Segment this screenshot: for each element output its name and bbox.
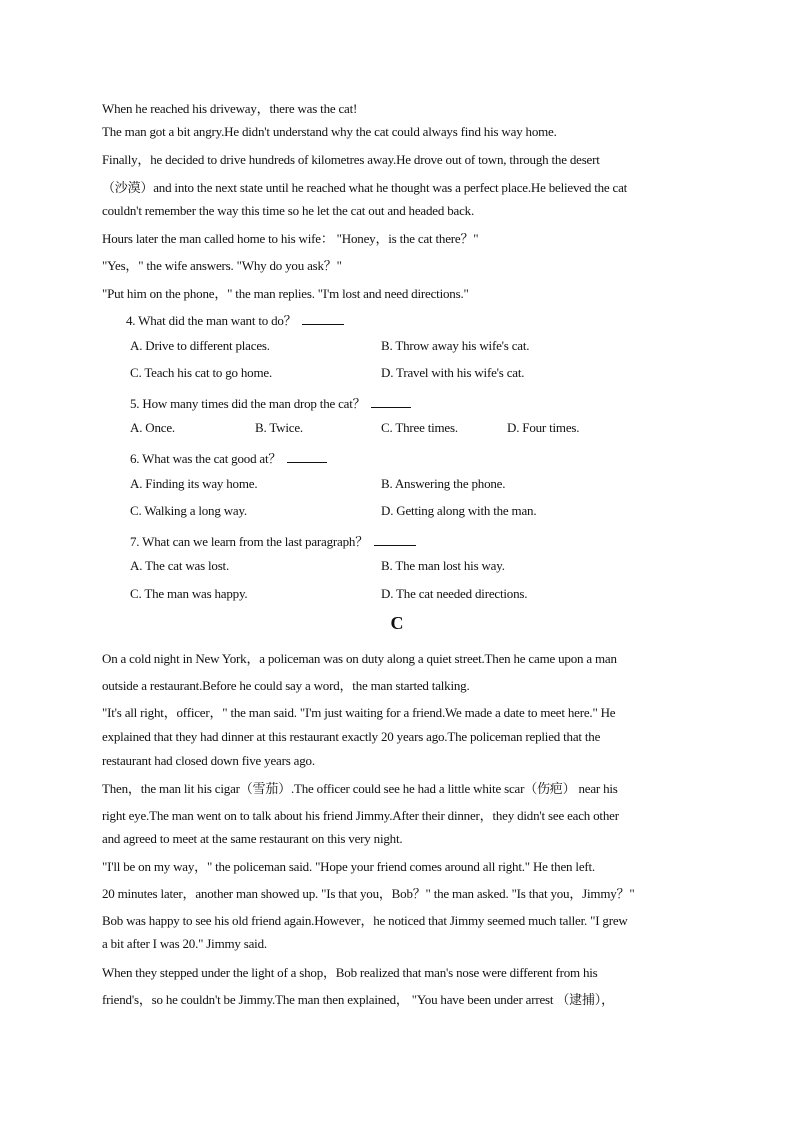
answer-option: A. Finding its way home. — [130, 476, 258, 491]
passage-line: a bit after I was 20." Jimmy said. — [102, 936, 267, 951]
passage-line: "I'll be on my way，" the policeman said. "Hope your friend comes around all right." He then left. — [102, 859, 595, 874]
question-text: 6. What was the cat good at？ — [130, 451, 282, 466]
answer-option: A. Once. — [130, 420, 175, 435]
passage-line: couldn't remember the way this time so he let the cat out and headed back. — [102, 203, 474, 218]
answer-blank[interactable] — [371, 395, 411, 408]
question-text: 5. How many times did the man drop the cat？ — [130, 396, 366, 411]
answer-option: C. Teach his cat to go home. — [130, 365, 272, 380]
answer-option: A. The cat was lost. — [130, 558, 230, 573]
answer-option: D. The cat needed directions. — [381, 586, 528, 601]
answer-option: D. Getting along with the man. — [381, 503, 537, 518]
passage-line: and agreed to meet at the same restaurant on this very night. — [102, 831, 403, 846]
answer-option: A. Drive to different places. — [130, 338, 270, 353]
passage-line: explained that they had dinner at this restaurant exactly 20 years ago.The policeman replied that the — [102, 729, 601, 744]
passage-line: （沙漠）and into the next state until he reached what he thought was a perfect place.He believed the cat — [102, 180, 628, 195]
answer-blank[interactable] — [374, 533, 416, 546]
question-stem — [130, 531, 416, 550]
question-stem — [130, 448, 327, 467]
passage-line: When he reached his driveway，there was the cat! — [102, 101, 358, 116]
answer-option: B. Throw away his wife's cat. — [381, 338, 530, 353]
answer-option: C. The man was happy. — [130, 586, 248, 601]
section-heading: C — [390, 613, 404, 633]
question-text: 4. What did the man want to do？ — [126, 313, 297, 328]
question-stem — [126, 310, 344, 329]
answer-option: D. Travel with his wife's cat. — [381, 365, 525, 380]
passage-line: right eye.The man went on to talk about his friend Jimmy.After their dinner，they didn't see each other — [102, 808, 619, 823]
passage-line: Bob was happy to see his old friend again.However，he noticed that Jimmy seemed much taller. "I grew — [102, 913, 628, 928]
passage-line: The man got a bit angry.He didn't understand why the cat could always find his way home. — [102, 124, 557, 139]
passage-line: Finally，he decided to drive hundreds of kilometres away.He drove out of town, through the desert — [102, 152, 600, 167]
answer-option: B. Twice. — [255, 420, 303, 435]
passage-line: outside a restaurant.Before he could say a word，the man started talking. — [102, 678, 470, 693]
passage-line: "Yes，" the wife answers. "Why do you ask？" — [102, 258, 342, 273]
passage-line: Hours later the man called home to his wife： "Honey，is the cat there？" — [102, 231, 479, 246]
answer-option: C. Three times. — [381, 420, 458, 435]
passage-line: Then，the man lit his cigar（雪茄）.The officer could see he had a little white scar（伤疤） near his — [102, 781, 618, 796]
question-text: 7. What can we learn from the last paragraph？ — [130, 534, 369, 549]
passage-line: When they stepped under the light of a shop，Bob realized that man's nose were different from his — [102, 965, 598, 980]
passage-line: On a cold night in New York，a policeman was on duty along a quiet street.Then he came upon a man — [102, 651, 617, 666]
answer-blank[interactable] — [302, 312, 344, 325]
answer-blank[interactable] — [287, 450, 327, 463]
answer-option: B. The man lost his way. — [381, 558, 505, 573]
answer-option: D. Four times. — [507, 420, 580, 435]
passage-line: restaurant had closed down five years ago. — [102, 753, 315, 768]
passage-line: friend's，so he couldn't be Jimmy.The man then explained， "You have been under arrest （逮捕）， — [102, 992, 614, 1007]
answer-option: B. Answering the phone. — [381, 476, 506, 491]
passage-line: "It's all right，officer，" the man said. "I'm just waiting for a friend.We made a date to meet here." He — [102, 705, 616, 720]
question-stem — [130, 393, 411, 412]
passage-line: 20 minutes later，another man showed up. "Is that you，Bob？" the man asked. "Is that you，Jimmy？" — [102, 886, 635, 901]
answer-option: C. Walking a long way. — [130, 503, 247, 518]
passage-line: "Put him on the phone，" the man replies. "I'm lost and need directions." — [102, 286, 469, 301]
